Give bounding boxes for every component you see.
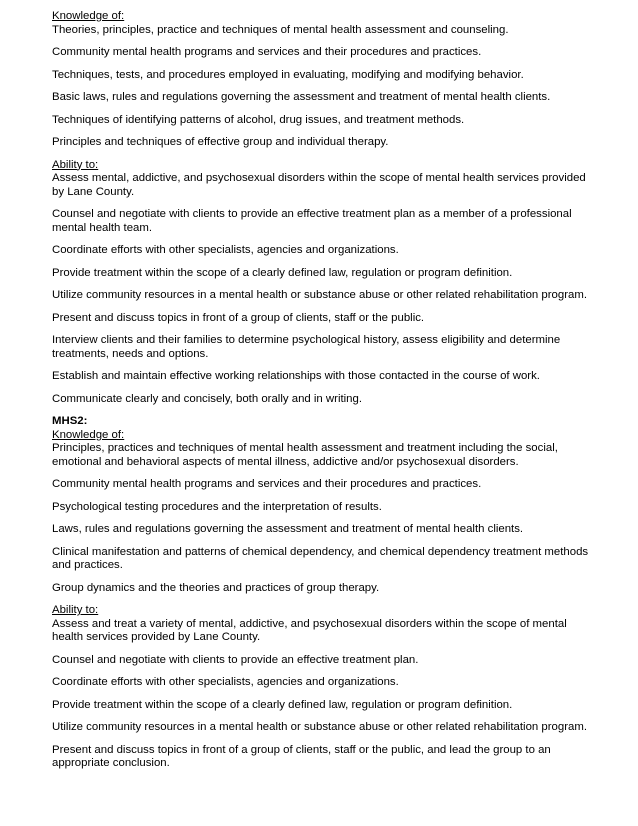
document-page	[52, 10, 592, 780]
mhs2-ability-item: Utilize community resources in a mental health or substance abuse or other related rehabilitation program.	[52, 721, 587, 733]
mhs1-knowledge-item: Techniques of identifying patterns of alcohol, drug issues, and treatment methods.	[52, 113, 465, 126]
mhs1-ability-item: Counsel and negotiate with clients to provide an effective treatment plan as a member of a professional mental health team.	[52, 208, 572, 234]
mhs1-knowledge-item: Principles and techniques of effective group and individual therapy.	[52, 136, 389, 148]
mhs2-ability-item: Present and discuss topics in front of a group of clients, staff or the public, and lead the group to an appropriate conclusion.	[52, 743, 551, 769]
mhs1-ability-item: Interview clients and their families to determine psychological history, assess eligibility and determine treatments, needs and options.	[52, 334, 561, 360]
mhs1-ability-item: Establish and maintain effective working relationships with those contacted in the course of work.	[52, 370, 540, 382]
mhs2-knowledge-item: Clinical manifestation and patterns of chemical dependency, and chemical dependency treatment methods and practices.	[52, 545, 589, 571]
mhs2-knowledge-item: Group dynamics and the theories and practices of group therapy.	[52, 581, 380, 594]
mhs1-ability-item: Utilize community resources in a mental health or substance abuse or other related rehabilitation program.	[52, 289, 587, 301]
mhs1-ability-item: Assess mental, addictive, and psychosexual disorders within the scope of mental health services provided by Lane County.	[52, 172, 586, 198]
mhs1-ability-item: Provide treatment within the scope of a clearly defined law, regulation or program definition.	[52, 266, 513, 279]
mhs2-knowledge-item: Psychological testing procedures and the interpretation of results.	[52, 500, 382, 513]
mhs1-knowledge-item: Theories, principles, practice and techniques of mental health assessment and counseling.	[52, 23, 509, 36]
mhs1-knowledge-heading: Knowledge of:	[52, 10, 125, 22]
mhs2-section	[52, 415, 592, 771]
mhs1-knowledge-item: Community mental health programs and services and their procedures and practices.	[52, 46, 482, 58]
mhs1-knowledge-item: Basic laws, rules and regulations governing the assessment and treatment of mental health clients.	[52, 91, 551, 103]
mhs2-title: MHS2:	[52, 415, 88, 427]
mhs2-knowledge-item: Community mental health programs and services and their procedures and practices.	[52, 478, 482, 490]
mhs1-ability-heading: Ability to:	[52, 158, 99, 171]
mhs1-section	[52, 10, 592, 406]
mhs1-ability-item: Communicate clearly and concisely, both orally and in writing.	[52, 392, 363, 405]
mhs2-ability-item: Coordinate efforts with other specialists, agencies and organizations.	[52, 676, 399, 688]
mhs2-ability-item: Assess and treat a variety of mental, addictive, and psychosexual disorders within the scope of mental health services provided by Lane County.	[52, 617, 567, 643]
mhs2-ability-item: Counsel and negotiate with clients to provide an effective treatment plan.	[52, 653, 419, 666]
mhs2-knowledge-heading: Knowledge of:	[52, 428, 125, 441]
mhs1-ability-item: Present and discuss topics in front of a group of clients, staff or the public.	[52, 311, 425, 324]
mhs1-ability-item: Coordinate efforts with other specialists, agencies and organizations.	[52, 244, 399, 256]
mhs1-knowledge-item: Techniques, tests, and procedures employed in evaluating, modifying and modifying behavior.	[52, 68, 524, 81]
mhs2-ability-heading: Ability to:	[52, 604, 99, 616]
mhs2-knowledge-item: Principles, practices and techniques of mental health assessment and treatment including the social, emotional and behavioral aspects of mental illness, addictive and/or psychosexual disorders.	[52, 442, 558, 468]
mhs2-knowledge-item: Laws, rules and regulations governing the assessment and treatment of mental health clients.	[52, 523, 524, 535]
mhs2-ability-item: Provide treatment within the scope of a clearly defined law, regulation or program definition.	[52, 698, 513, 711]
